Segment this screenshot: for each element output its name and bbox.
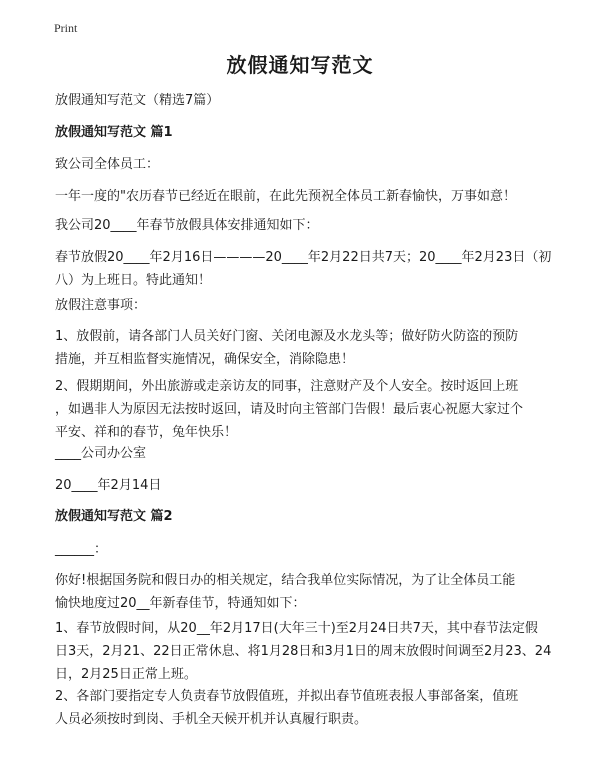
article-2-heading: 放假通知写范文 篇2: [55, 509, 173, 524]
article-1-note-2: [55, 375, 555, 444]
text-line: 措施，并互相监督实施情况，确保安全，消除隐患！: [55, 352, 355, 367]
text-line: 人员必须按时到岗、手机全天候开机并认真履行职责。: [55, 712, 368, 727]
text-line: 1、放假前，请各部门人员关好门窗、关闭电源及水龙头等；做好防火防盗的预防: [55, 329, 519, 344]
text-line: 2、各部门要指定专人负责春节放假值班，并拟出春节值班表报人事部备案，值班: [55, 689, 519, 704]
text-line: 1、春节放假时间，从20__年2月17日(大年三十)至2月24日共7天，其中春节法定假: [55, 621, 538, 636]
text-line: 平安、祥和的春节，兔年快乐！: [55, 425, 238, 440]
article-2-item-1: [55, 617, 555, 686]
text-line: 春节放假20____年2月16日————20____年2月22日共7天；20____年2月23日（初: [55, 250, 552, 265]
text-line: 八）为上班日。特此通知！: [55, 273, 212, 288]
article-1-paragraph-1: 一年一度的"农历春节已经近在眼前，在此先预祝全体员工新春愉快，万事如意！: [55, 189, 516, 204]
article-2-item-2: [55, 685, 555, 731]
article-1-signature: ____公司办公室: [55, 446, 147, 461]
article-1-paragraph-2: 我公司20____年春节放假具体安排通知如下：: [55, 218, 319, 233]
article-1-date: 20____年2月14日: [55, 478, 162, 493]
article-1-paragraph-3: [55, 246, 555, 292]
print-label[interactable]: Print: [54, 21, 78, 35]
article-1-notes-heading: 放假注意事项：: [55, 298, 147, 313]
document-subtitle: 放假通知写范文（精选7篇）: [55, 93, 220, 108]
article-1-salutation: 致公司全体员工：: [55, 157, 160, 172]
article-2-salutation: ______：: [55, 542, 108, 557]
text-line: 愉快地度过20__年新春佳节，特通知如下：: [55, 596, 306, 611]
article-1-heading: 放假通知写范文 篇1: [55, 125, 173, 140]
text-line: ，如遇非人为原因无法按时返回，请及时向主管部门告假！最后衷心祝愿大家过个: [55, 402, 524, 417]
text-line: 你好!根据国务院和假日办的相关规定，结合我单位实际情况，为了让全体员工能: [55, 573, 516, 588]
text-line: 2、假期期间，外出旅游或走亲访友的同事，注意财产及个人安全。按时返回上班: [55, 379, 519, 394]
article-1-note-1: [55, 325, 555, 371]
text-line: 日3天，2月21、22日正常休息、将1月28日和3月1日的周末放假时间调至2月23、24: [55, 644, 552, 659]
text-line: 日，2月25日正常上班。: [55, 667, 197, 682]
article-2-paragraph-1: [55, 569, 555, 615]
document-title: 放假通知写范文: [226, 53, 374, 77]
